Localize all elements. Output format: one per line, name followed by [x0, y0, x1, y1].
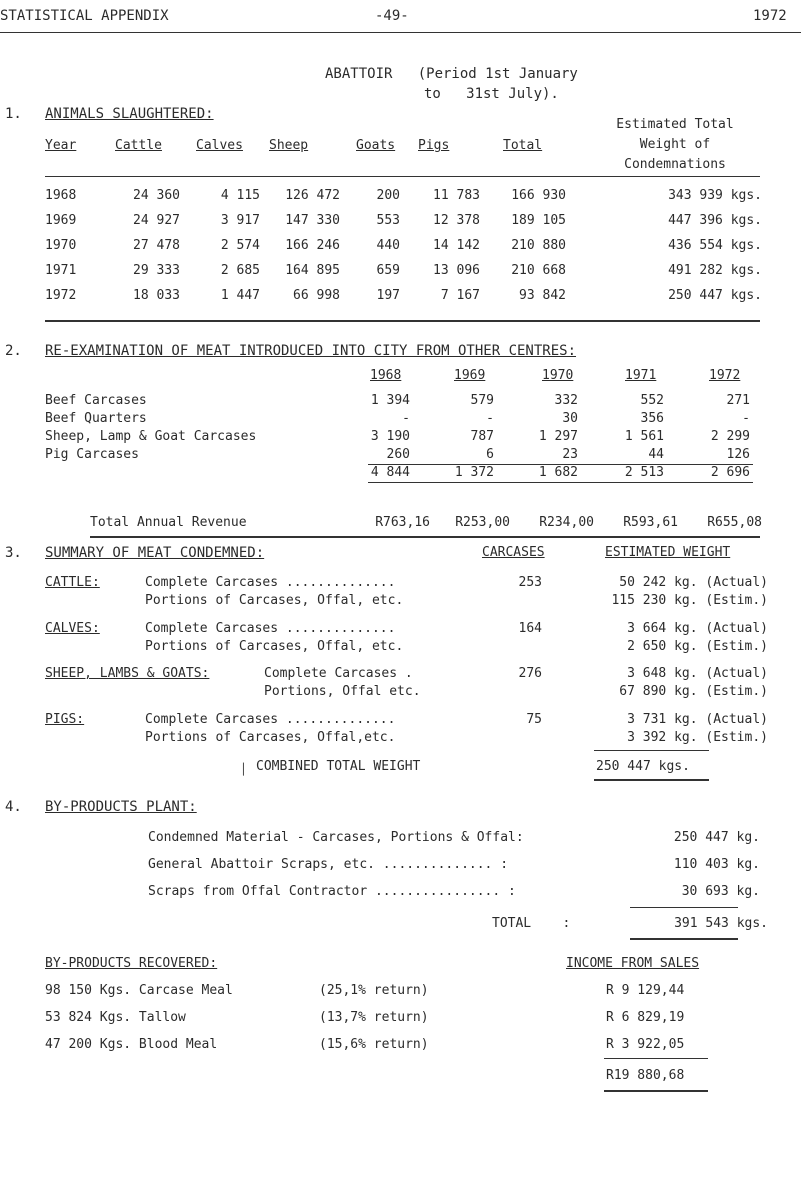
cell-pigs: 7 167	[440, 288, 480, 303]
cell-1972: 271	[726, 393, 750, 408]
weight-actual: 3 731 kg. (Actual)	[627, 712, 768, 727]
product-item: 98 150 Kgs. Carcase Meal	[45, 983, 233, 998]
cell-weight: 250 447 kgs.	[668, 288, 762, 303]
cell-1970: 30	[562, 411, 578, 426]
byproduct-offal-value: 30 693 kg.	[681, 884, 760, 899]
s3-combined-rule-bottom	[594, 779, 709, 781]
line-portions: Portions of Carcases, Offal, etc.	[145, 593, 404, 608]
s2-year-1971: 1971	[625, 368, 657, 383]
byproduct-scraps-label: General Abattoir Scraps, etc. .............. :	[148, 857, 509, 872]
cell-year: 1971	[45, 263, 77, 278]
weight-estim: 115 230 kg. (Estim.)	[611, 593, 768, 608]
col-weight-line2: Weight of	[639, 137, 711, 152]
byproduct-condemned-label: Condemned Material - Carcases, Portions & Offal:	[148, 830, 524, 845]
page-number: -49-	[375, 8, 409, 24]
category-label: CALVES:	[45, 621, 100, 636]
line-complete: Complete Carcases ..............	[145, 712, 396, 727]
s3-heading: SUMMARY OF MEAT CONDEMNED:	[45, 545, 265, 561]
carcase-count: 253	[518, 575, 542, 590]
carcase-count: 75	[526, 712, 542, 727]
col-sheep: Sheep	[269, 138, 309, 153]
header-rule	[0, 32, 801, 33]
page-title-line1: ABATTOIR (Period 1st January	[325, 66, 578, 82]
s1-bottom-rule	[45, 320, 760, 322]
cell-1968: -	[402, 411, 410, 426]
cell-1971: 1 561	[624, 429, 664, 444]
cell-year: 1972	[45, 288, 77, 303]
cell-1970: 332	[554, 393, 578, 408]
line-portions: Portions of Carcases, Offal, etc.	[145, 639, 404, 654]
s1-number: 1.	[5, 106, 22, 122]
row-label: Beef Carcases	[45, 393, 147, 408]
product-item: 53 824 Kgs. Tallow	[45, 1010, 186, 1025]
product-return: (25,1% return)	[319, 983, 429, 998]
cell-total: 189 105	[511, 213, 566, 228]
cell-total: 210 668	[511, 263, 566, 278]
col-pigs: Pigs	[418, 138, 450, 153]
cell-pigs: 12 378	[433, 213, 480, 228]
cell-total: 210 880	[511, 238, 566, 253]
cell-1972: 126	[726, 447, 750, 462]
s3-col-weight: ESTIMATED WEIGHT	[605, 545, 731, 560]
cell-sheep: 166 246	[285, 238, 340, 253]
s1-heading: ANIMALS SLAUGHTERED:	[45, 106, 214, 122]
carcase-count: 164	[518, 621, 542, 636]
s2-bottom-rule	[90, 536, 760, 538]
byproduct-scraps-value: 110 403 kg.	[673, 857, 760, 872]
category-label: CATTLE:	[45, 575, 100, 590]
income-rule-bottom	[604, 1090, 708, 1092]
line-portions: Portions, Offal etc.	[264, 684, 421, 699]
col-cattle: Cattle	[115, 138, 162, 153]
cell-1972: -	[742, 411, 750, 426]
s3-combined-rule-top	[594, 750, 709, 751]
s3-number: 3.	[5, 545, 22, 561]
byproduct-total-label: TOTAL :	[492, 916, 571, 931]
total-1969: 1 372	[454, 465, 494, 480]
cell-1969: 6	[486, 447, 494, 462]
combined-value: 250 447 kgs.	[596, 759, 690, 774]
weight-actual: 3 648 kg. (Actual)	[627, 666, 768, 681]
cell-1968: 1 394	[370, 393, 410, 408]
cell-year: 1968	[45, 188, 77, 203]
income-heading: INCOME FROM SALES	[566, 956, 700, 971]
cell-weight: 436 554 kgs.	[668, 238, 762, 253]
product-income: R 3 922,05	[606, 1037, 685, 1052]
cell-calves: 1 447	[220, 288, 260, 303]
col-goats: Goats	[356, 138, 396, 153]
col-weight-line1: Estimated Total	[616, 117, 734, 132]
income-total: R19 880,68	[606, 1068, 685, 1083]
income-rule-top	[604, 1058, 708, 1059]
line-complete: Complete Carcases ..............	[145, 621, 396, 636]
cell-goats: 553	[376, 213, 400, 228]
cell-cattle: 27 478	[133, 238, 180, 253]
cell-goats: 200	[376, 188, 400, 203]
weight-actual: 3 664 kg. (Actual)	[627, 621, 768, 636]
cell-weight: 343 939 kgs.	[668, 188, 762, 203]
s2-year-1969: 1969	[454, 368, 486, 383]
cell-goats: 440	[376, 238, 400, 253]
s4-number: 4.	[5, 799, 22, 815]
cell-pigs: 14 142	[433, 238, 480, 253]
cell-weight: 447 396 kgs.	[668, 213, 762, 228]
total-1971: 2 513	[624, 465, 664, 480]
col-total: Total	[503, 138, 543, 153]
s1-header-rule	[45, 176, 760, 177]
cell-1971: 44	[648, 447, 664, 462]
cell-1968: 3 190	[370, 429, 410, 444]
s2-heading: RE-EXAMINATION OF MEAT INTRODUCED INTO CITY FROM OTHER CENTRES:	[45, 343, 577, 359]
col-year: Year	[45, 138, 77, 153]
total-1968: 4 844	[370, 465, 410, 480]
row-label: Pig Carcases	[45, 447, 139, 462]
header-year: 1972	[753, 8, 787, 24]
cell-goats: 197	[376, 288, 400, 303]
s4-total-rule-bottom	[630, 938, 738, 940]
s2-number: 2.	[5, 343, 22, 359]
cell-total: 93 842	[519, 288, 566, 303]
hand-mark-icon: │	[240, 763, 247, 776]
weight-actual: 50 242 kg. (Actual)	[619, 575, 768, 590]
revenue-1971: R593,61	[623, 515, 678, 530]
row-label: Beef Quarters	[45, 411, 147, 426]
combined-label: COMBINED TOTAL WEIGHT	[256, 759, 421, 774]
s2-total-rule-bottom	[368, 482, 753, 483]
cell-sheep: 126 472	[285, 188, 340, 203]
col-calves: Calves	[196, 138, 243, 153]
cell-1969: 787	[470, 429, 494, 444]
total-1972: 2 696	[710, 465, 750, 480]
cell-sheep: 147 330	[285, 213, 340, 228]
cell-weight: 491 282 kgs.	[668, 263, 762, 278]
category-label: SHEEP, LAMBS & GOATS:	[45, 666, 210, 681]
weight-estim: 3 392 kg. (Estim.)	[627, 730, 768, 745]
cell-1969: 579	[470, 393, 494, 408]
cell-sheep: 164 895	[285, 263, 340, 278]
cell-cattle: 24 927	[133, 213, 180, 228]
product-income: R 6 829,19	[606, 1010, 685, 1025]
revenue-1970: R234,00	[539, 515, 594, 530]
cell-calves: 4 115	[220, 188, 260, 203]
s4-total-rule-top	[630, 907, 738, 908]
s2-year-1968: 1968	[370, 368, 402, 383]
cell-1970: 23	[562, 447, 578, 462]
page-title-line2: to 31st July).	[424, 86, 559, 102]
cell-sheep: 66 998	[293, 288, 340, 303]
cell-1969: -	[486, 411, 494, 426]
s2-year-1972: 1972	[709, 368, 741, 383]
revenue-1969: R253,00	[455, 515, 510, 530]
cell-1971: 552	[640, 393, 664, 408]
revenue-1968: R763,16	[375, 515, 430, 530]
byproduct-total-value: 391 543 kgs.	[674, 916, 768, 931]
carcase-count: 276	[518, 666, 542, 681]
cell-1970: 1 297	[538, 429, 578, 444]
cell-calves: 2 574	[220, 238, 260, 253]
cell-1968: 260	[386, 447, 410, 462]
line-complete: Complete Carcases ..............	[145, 575, 396, 590]
s3-col-carcases: CARCASES	[482, 545, 545, 560]
col-weight-line3: Condemnations	[624, 157, 726, 172]
cell-1971: 356	[640, 411, 664, 426]
cell-total: 166 930	[511, 188, 566, 203]
product-return: (15,6% return)	[319, 1037, 429, 1052]
recovered-heading: BY-PRODUCTS RECOVERED:	[45, 956, 218, 971]
weight-estim: 67 890 kg. (Estim.)	[619, 684, 768, 699]
revenue-1972: R655,08	[707, 515, 762, 530]
header-left: STATISTICAL APPENDIX	[0, 8, 169, 24]
row-label: Sheep, Lamp & Goat Carcases	[45, 429, 257, 444]
product-item: 47 200 Kgs. Blood Meal	[45, 1037, 218, 1052]
cell-cattle: 24 360	[133, 188, 180, 203]
line-complete: Complete Carcases .	[264, 666, 413, 681]
cell-pigs: 13 096	[433, 263, 480, 278]
cell-year: 1969	[45, 213, 77, 228]
category-label: PIGS:	[45, 712, 85, 727]
weight-estim: 2 650 kg. (Estim.)	[627, 639, 768, 654]
s4-heading: BY-PRODUCTS PLANT:	[45, 799, 197, 815]
byproduct-condemned-value: 250 447 kg.	[673, 830, 760, 845]
cell-year: 1970	[45, 238, 77, 253]
revenue-label: Total Annual Revenue	[90, 515, 247, 530]
product-income: R 9 129,44	[606, 983, 685, 998]
cell-calves: 2 685	[220, 263, 260, 278]
product-return: (13,7% return)	[319, 1010, 429, 1025]
cell-pigs: 11 783	[433, 188, 480, 203]
line-portions: Portions of Carcases, Offal,etc.	[145, 730, 396, 745]
cell-calves: 3 917	[220, 213, 260, 228]
cell-goats: 659	[376, 263, 400, 278]
cell-cattle: 18 033	[133, 288, 180, 303]
byproduct-offal-label: Scraps from Offal Contractor ................ :	[148, 884, 516, 899]
s2-year-1970: 1970	[542, 368, 574, 383]
total-1970: 1 682	[538, 465, 578, 480]
cell-cattle: 29 333	[133, 263, 180, 278]
cell-1972: 2 299	[710, 429, 750, 444]
